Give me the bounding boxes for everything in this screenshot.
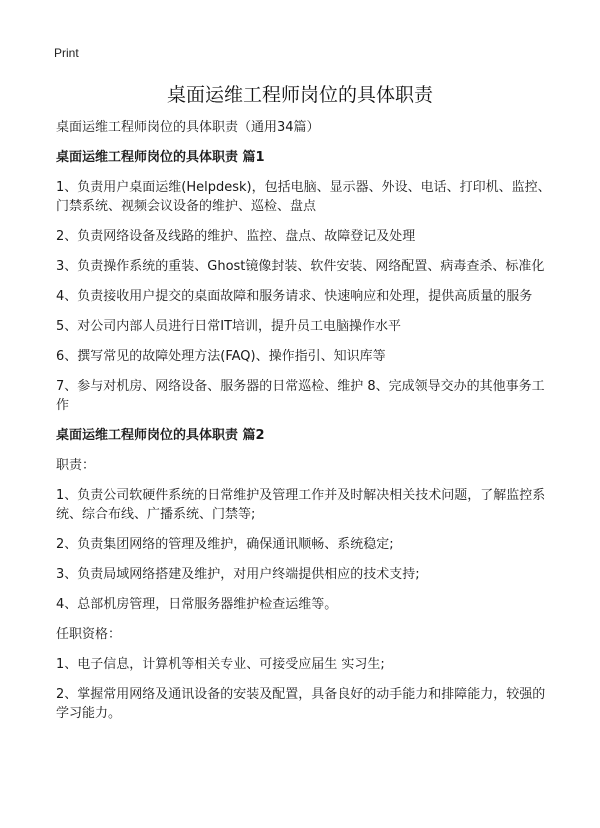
duty-item: 3、负责局域网络搭建及维护，对用户终端提供相应的技术支持; xyxy=(56,567,420,582)
document-subtitle: 桌面运维工程师岗位的具体职责（通用34篇） xyxy=(56,120,320,135)
duty-item: 4、总部机房管理，日常服务器维护检查运维等。 xyxy=(56,597,338,612)
duties-label: 职责： xyxy=(56,458,96,473)
duty-item: 4、负责接收用户提交的桌面故障和服务请求、快速响应和处理，提供高质量的服务 xyxy=(56,289,533,304)
page-title: 桌面运维工程师岗位的具体职责 xyxy=(166,84,433,106)
duty-item: 7、参与对机房、网络设备、服务器的日常巡检、维护 8、完成领导交办的其他事务工作 xyxy=(56,379,545,413)
duty-item: 3、负责操作系统的重装、Ghost镜像封装、软件安装、网络配置、病毒查杀、标准化 xyxy=(56,259,545,274)
section-heading-2: 桌面运维工程师岗位的具体职责 篇2 xyxy=(56,428,265,443)
qualification-item: 1、电子信息，计算机等相关专业、可接受应届生 实习生; xyxy=(56,657,385,672)
duty-item: 6、撰写常见的故障处理方法(FAQ)、操作指引、知识库等 xyxy=(56,349,386,364)
qualification-item: 2、掌握常用网络及通讯设备的安装及配置，具备良好的动手能力和排障能力，较强的学习能力。 xyxy=(56,687,546,721)
duty-item: 1、负责公司软硬件系统的日常维护及管理工作并及时解决相关技术问题，了解监控系统、综合布线、广播系统、门禁等; xyxy=(56,488,546,522)
section-heading-1: 桌面运维工程师岗位的具体职责 篇1 xyxy=(56,150,265,165)
duty-item: 2、负责集团网络的管理及维护，确保通讯顺畅、系统稳定; xyxy=(56,537,394,552)
document-body xyxy=(56,118,556,734)
qualifications-label: 任职资格： xyxy=(56,627,122,642)
duty-item: 5、对公司内部人员进行日常IT培训，提升员工电脑操作水平 xyxy=(56,319,402,334)
duty-item: 2、负责网络设备及线路的维护、监控、盘点、故障登记及处理 xyxy=(56,229,416,244)
duty-item: 1、负责用户桌面运维(Helpdesk)，包括电脑、显示器、外设、电话、打印机、监控、门禁系统、视频会议设备的维护、巡检、盘点 xyxy=(56,180,551,214)
print-label: Print xyxy=(54,46,79,60)
